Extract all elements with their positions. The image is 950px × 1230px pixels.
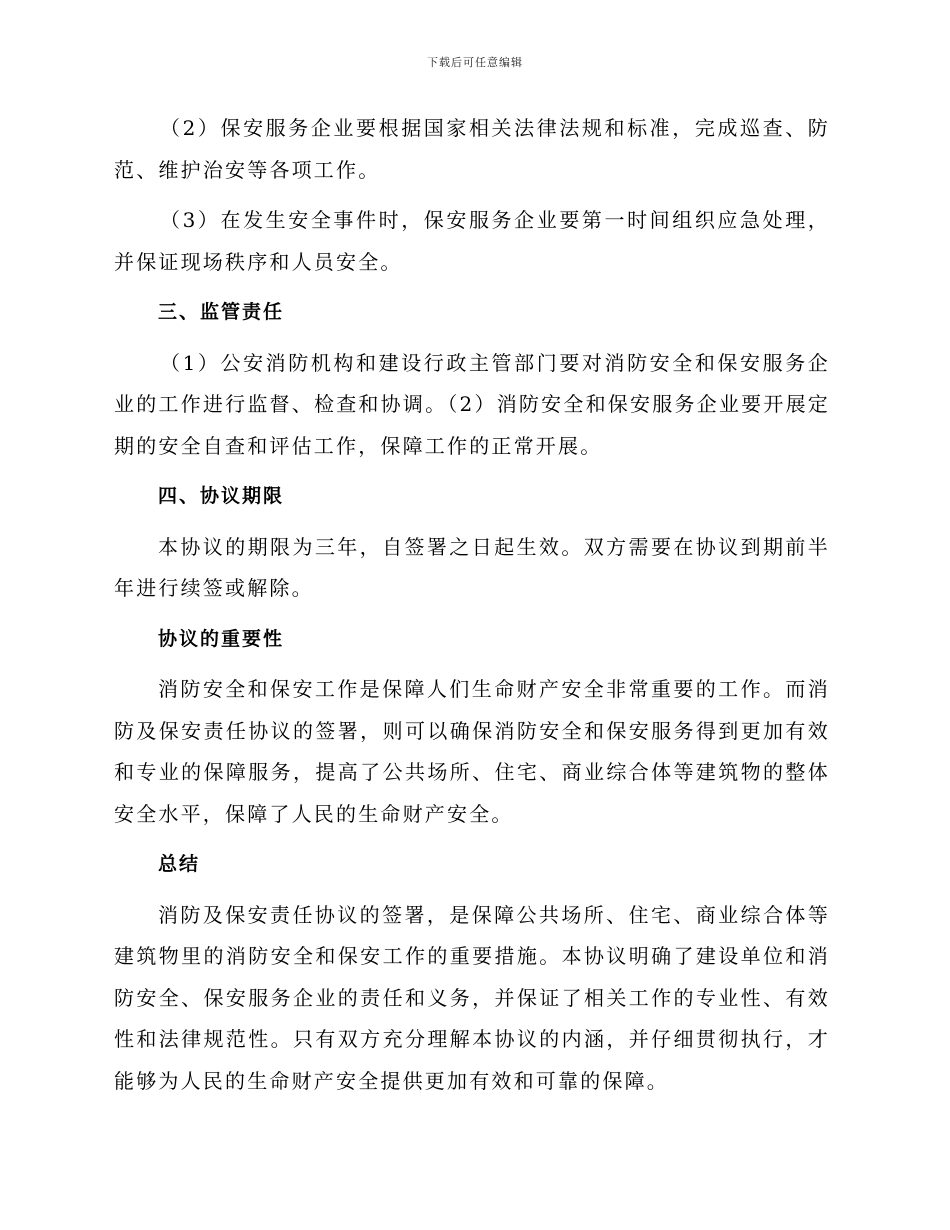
paragraph-security-duty-3: （3）在发生安全事件时，保安服务企业要第一时间组织应急处理，并保证现场秩序和人员安全。 (114, 208, 830, 274)
paragraph-supervision: （1）公安消防机构和建设行政主管部门要对消防安全和保安服务企业的工作进行监督、检查和协调。（2）消防安全和保安服务企业要开展定期的安全自查和评估工作，保障工作的正常开展。 (114, 350, 830, 458)
heading-importance: 协议的重要性 (158, 627, 285, 650)
paragraph-summary: 消防及保安责任协议的签署，是保障公共场所、住宅、商业综合体等建筑物里的消防安全和保安工作的重要措施。本协议明确了建设单位和消防安全、保安服务企业的责任和义务，并保证了相关工作的专业性、有效性和法律规范性。只有双方充分理解本协议的内涵，并仔细贯彻执行，才能够为人民的生命财产安全提供更加有效和可靠的保障。 (114, 902, 830, 1093)
page-header: 下载后可任意编辑 (427, 56, 523, 69)
paragraph-security-duty-2: （2）保安服务企业要根据国家相关法律法规和标准，完成巡查、防范、维护治安等各项工作。 (114, 116, 830, 182)
paragraph-term: 本协议的期限为三年，自签署之日起生效。双方需要在协议到期前半年进行续签或解除。 (114, 534, 830, 600)
heading-term: 四、协议期限 (158, 485, 285, 507)
heading-supervision: 三、监管责任 (158, 301, 285, 323)
paragraph-importance: 消防安全和保安工作是保障人们生命财产安全非常重要的工作。而消防及保安责任协议的签署，则可以确保消防安全和保安服务得到更加有效和专业的保障服务，提高了公共场所、住宅、商业综合体等建筑物的整体安全水平，保障了人民的生命财产安全。 (114, 677, 830, 826)
heading-summary: 总结 (158, 853, 201, 875)
document-body (114, 108, 830, 1111)
